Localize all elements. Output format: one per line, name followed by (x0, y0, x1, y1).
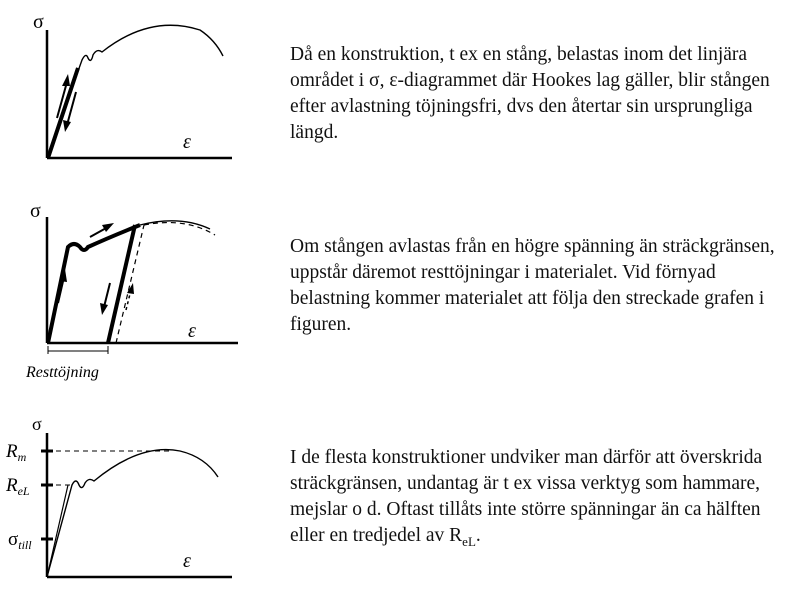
p3-subscript: eL (462, 533, 476, 549)
unloading-line (108, 225, 135, 343)
arrow-down-head (63, 120, 71, 132)
paragraph-allowable-stress (290, 445, 790, 555)
sigma-label: σ (32, 414, 42, 434)
stress-strain-diagram-plastic (0, 195, 270, 395)
rm-label: $R_m$ (6, 441, 27, 464)
p3-main-text: I de flesta konstruktioner undviker man därför att överskrida sträckgränsen, undantag är t ex vissa verktyg som hammare, mejslar o d. Oftast tillåts inte större spänningar än ca hälften eller en tredjedel av R (290, 447, 763, 546)
stress-strain-curve (47, 450, 218, 577)
stress-strain-curve (47, 25, 223, 158)
rel-label: $R_{eL}$ (6, 475, 30, 498)
reloading-dashed-curve (144, 223, 215, 235)
epsilon-label: ε (183, 131, 191, 153)
arrow-up-head (62, 74, 70, 86)
paragraph-elastic: Då en konstruktion, t ex en stång, belastas inom det linjära området i σ, ε-diagrammet där Hookes lag gäller, blir stången efter avlastning töjningsfri, dvs den återtar sin ursprungliga längd. (290, 44, 770, 143)
arrow-unload-head (100, 303, 108, 315)
arrow-reload-head (127, 283, 134, 294)
paragraph-residual-strain: Om stången avlastas från en högre spänning än sträckgränsen, uppstår däremot resttöjningar i materialet. Vid förnyad belastning kommer materialet att följa den streckade grafen i figuren. (290, 236, 775, 335)
residual-strain-caption: Resttöjning (26, 364, 99, 381)
sigma-till-label: $\sigma_{till}$ (8, 529, 32, 552)
epsilon-label: ε (183, 550, 191, 572)
arrow-hardening-head (102, 223, 114, 232)
arrow-unload (104, 283, 110, 307)
loading-line (48, 68, 78, 158)
stress-strain-diagram-allowable (0, 405, 270, 592)
linear-region (47, 485, 68, 577)
p3-end: . (475, 525, 481, 546)
epsilon-label: ε (188, 320, 196, 342)
stress-strain-diagram-elastic (0, 0, 270, 175)
sigma-label: σ (30, 200, 41, 222)
sigma-label: σ (33, 11, 44, 33)
